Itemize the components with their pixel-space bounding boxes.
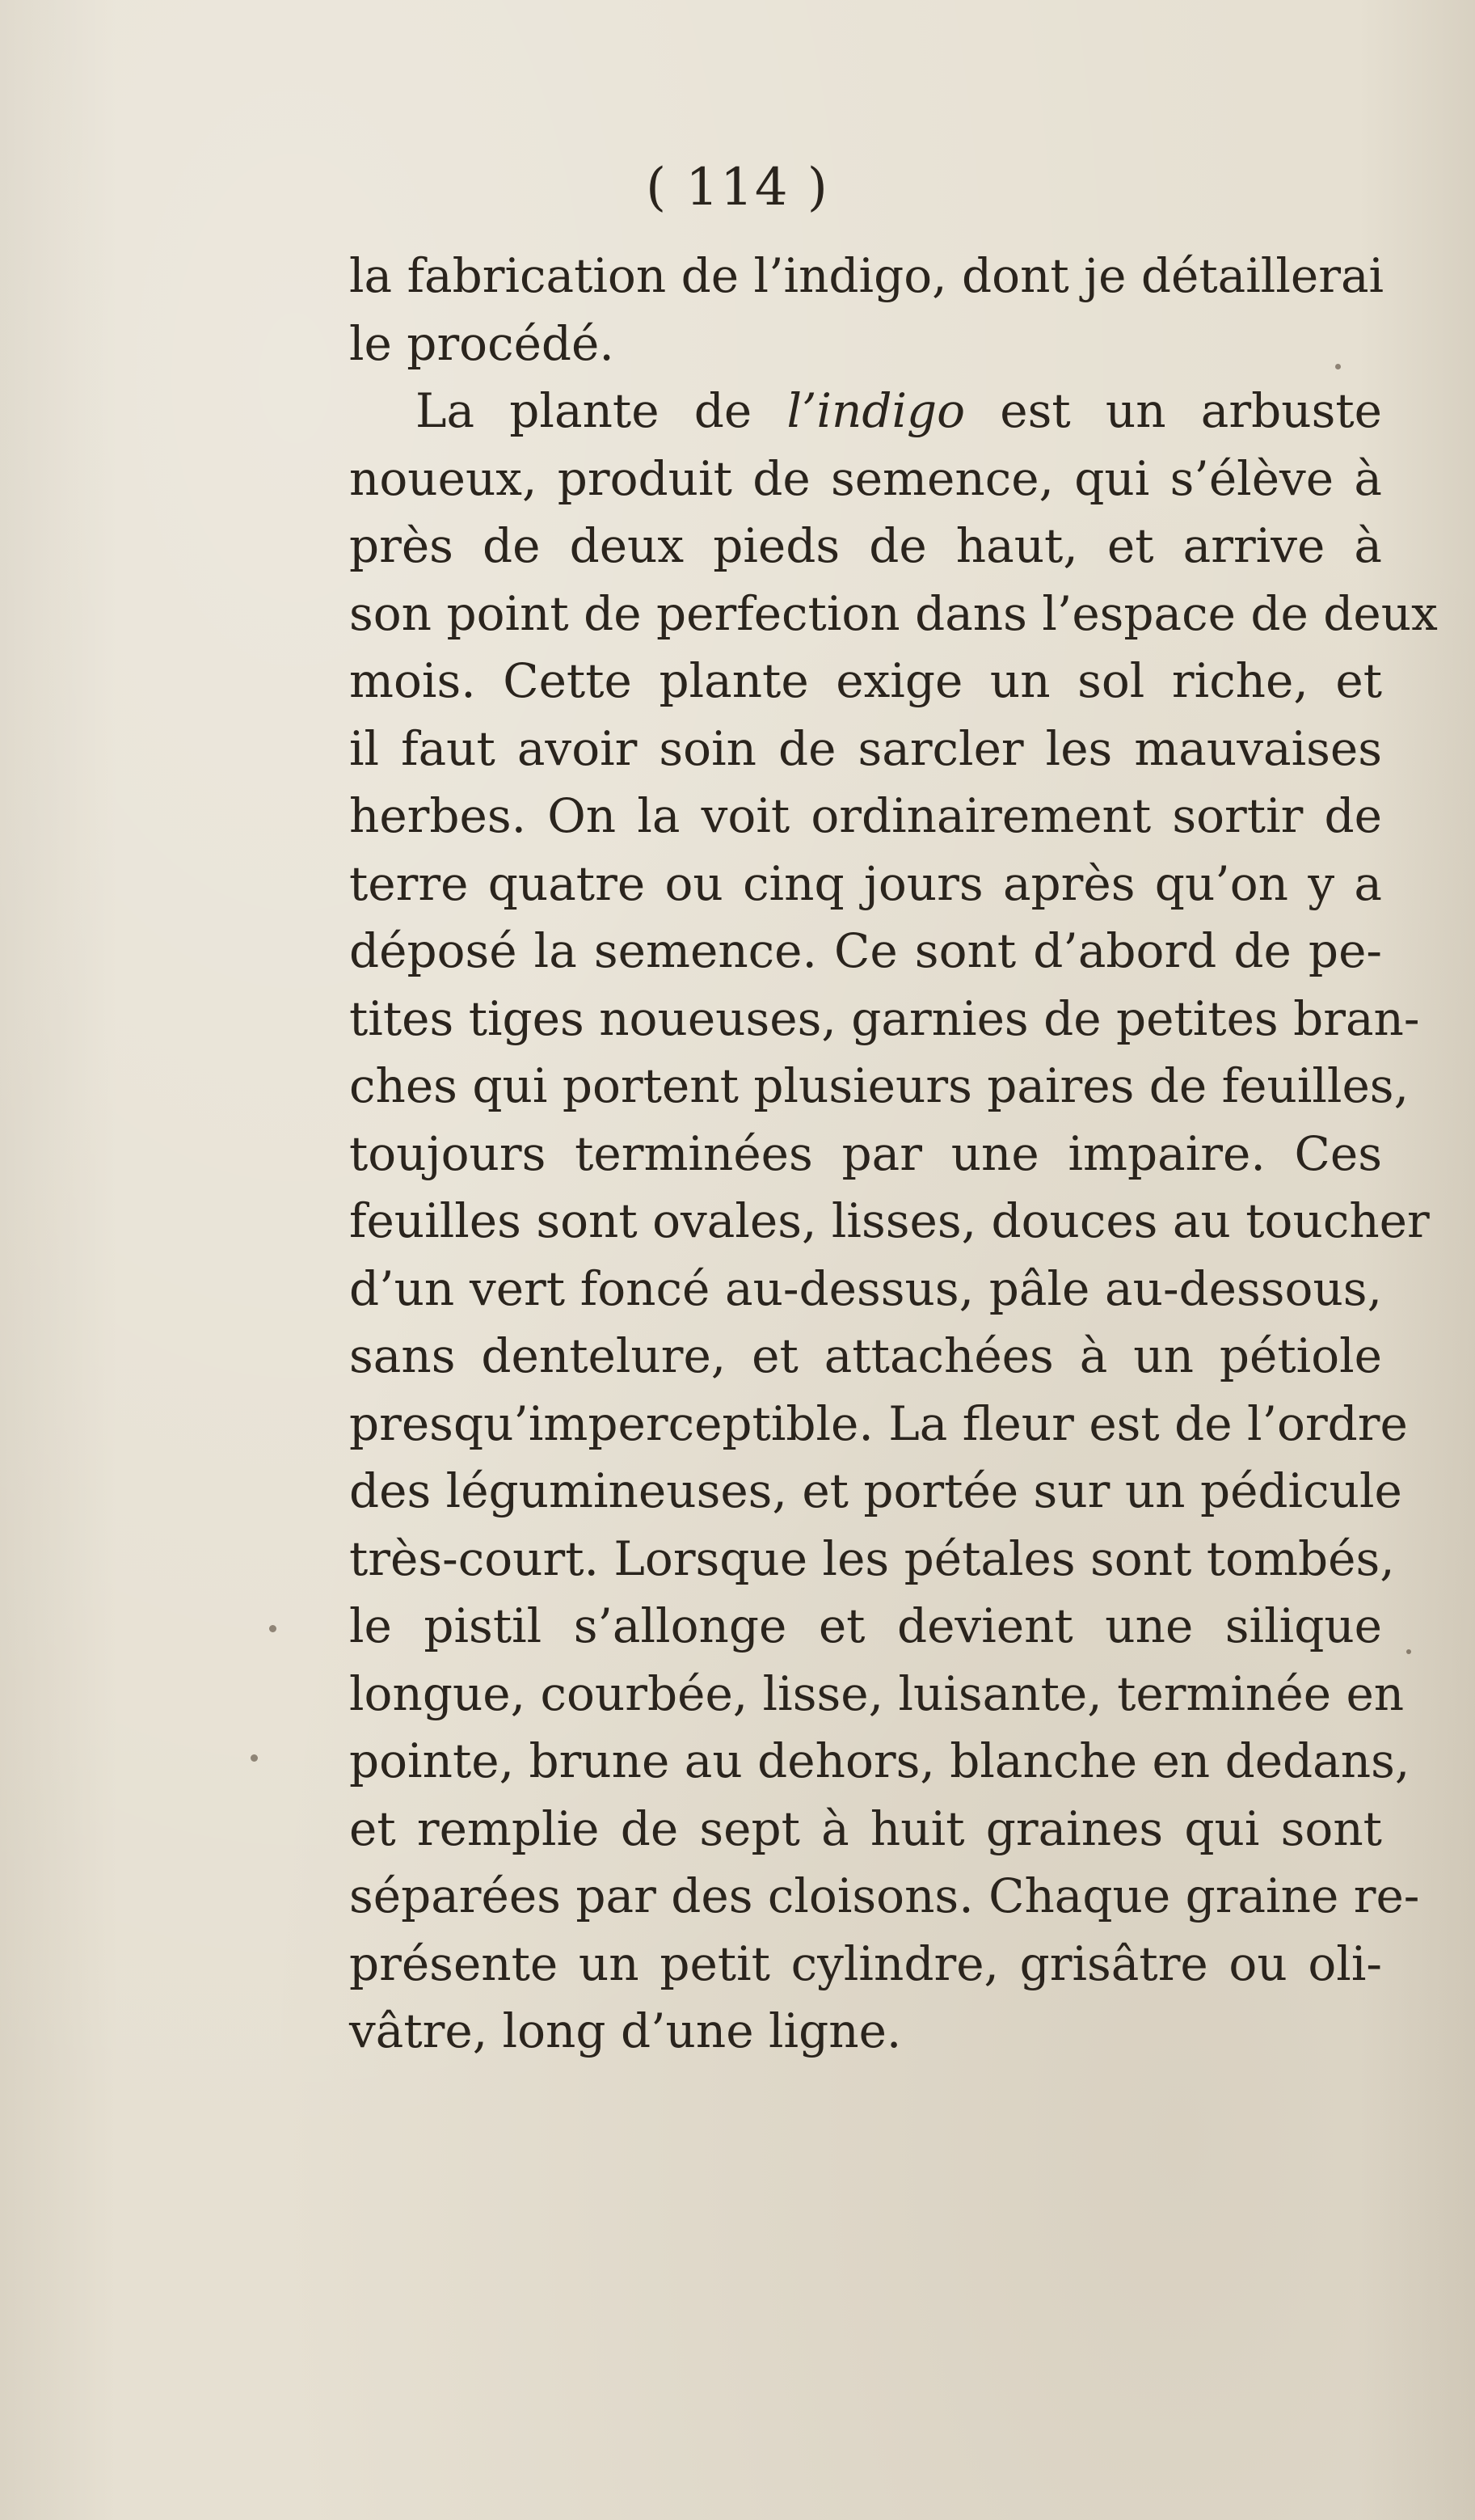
text-line: le pistil s’allonge et devient une silique <box>349 1598 1382 1653</box>
text-line: noueux, produit de semence, qui s’élève à <box>349 450 1382 506</box>
text-span: est un arbuste <box>965 383 1382 438</box>
text-span: La plante de <box>415 383 787 438</box>
text-line: il faut avoir soin de sarcler les mauvaises <box>349 720 1382 776</box>
text-line: herbes. On la voit ordinairement sortir de <box>349 788 1382 843</box>
paper-speck <box>1406 1649 1411 1654</box>
text-line: ches qui portent plusieurs paires de feuilles, <box>349 1058 1410 1113</box>
paper-speck <box>1335 364 1341 369</box>
text-line: vâtre, long d’une ligne. <box>349 2003 902 2058</box>
text-line: son point de perfection dans l’espace de deux <box>349 585 1438 641</box>
text-line: d’un vert foncé au-dessus, pâle au-dessous, <box>349 1260 1382 1316</box>
text-line: tites tiges noueuses, garnies de petites bran- <box>349 990 1420 1046</box>
text-line: et remplie de sept à huit graines qui sont <box>349 1800 1382 1856</box>
text-line: séparées par des cloisons. Chaque graine re- <box>349 1868 1420 1923</box>
text-line: toujours terminées par une impaire. Ces <box>349 1125 1382 1181</box>
page-number: ( 114 ) <box>646 158 829 217</box>
text-line: très-court. Lorsque les pétales sont tombés, <box>349 1530 1395 1586</box>
paper-speck <box>269 1625 276 1632</box>
text-line: la fabrication de l’indigo, dont je détaillerai <box>349 248 1384 303</box>
text-line: terre quatre ou cinq jours après qu’on y a <box>349 855 1382 911</box>
italic-word: l’indigo <box>786 383 966 438</box>
text-line: presqu’imperceptible. La fleur est de l’ordre <box>349 1395 1408 1451</box>
text-line: feuilles sont ovales, lisses, douces au toucher <box>349 1193 1430 1248</box>
text-line: présente un petit cylindre, grisâtre ou oli- <box>349 1935 1382 1991</box>
text-line: mois. Cette plante exige un sol riche, et <box>349 653 1382 708</box>
text-line: le procédé. <box>349 315 614 371</box>
text-line <box>349 378 1382 445</box>
text-line: déposé la semence. Ce sont d’abord de pe- <box>349 923 1382 978</box>
text-line: sans dentelure, et attachées à un pétiole <box>349 1328 1382 1383</box>
body-text <box>349 243 1438 2066</box>
paper-speck <box>251 1754 258 1762</box>
text-line: près de deux pieds de haut, et arrive à <box>349 518 1382 573</box>
text-line: pointe, brune au dehors, blanche en dedans, <box>349 1733 1410 1788</box>
text-line: des légumineuses, et portée sur un pédicule <box>349 1463 1402 1518</box>
text-line: longue, courbée, lisse, luisante, terminée en <box>349 1665 1405 1721</box>
